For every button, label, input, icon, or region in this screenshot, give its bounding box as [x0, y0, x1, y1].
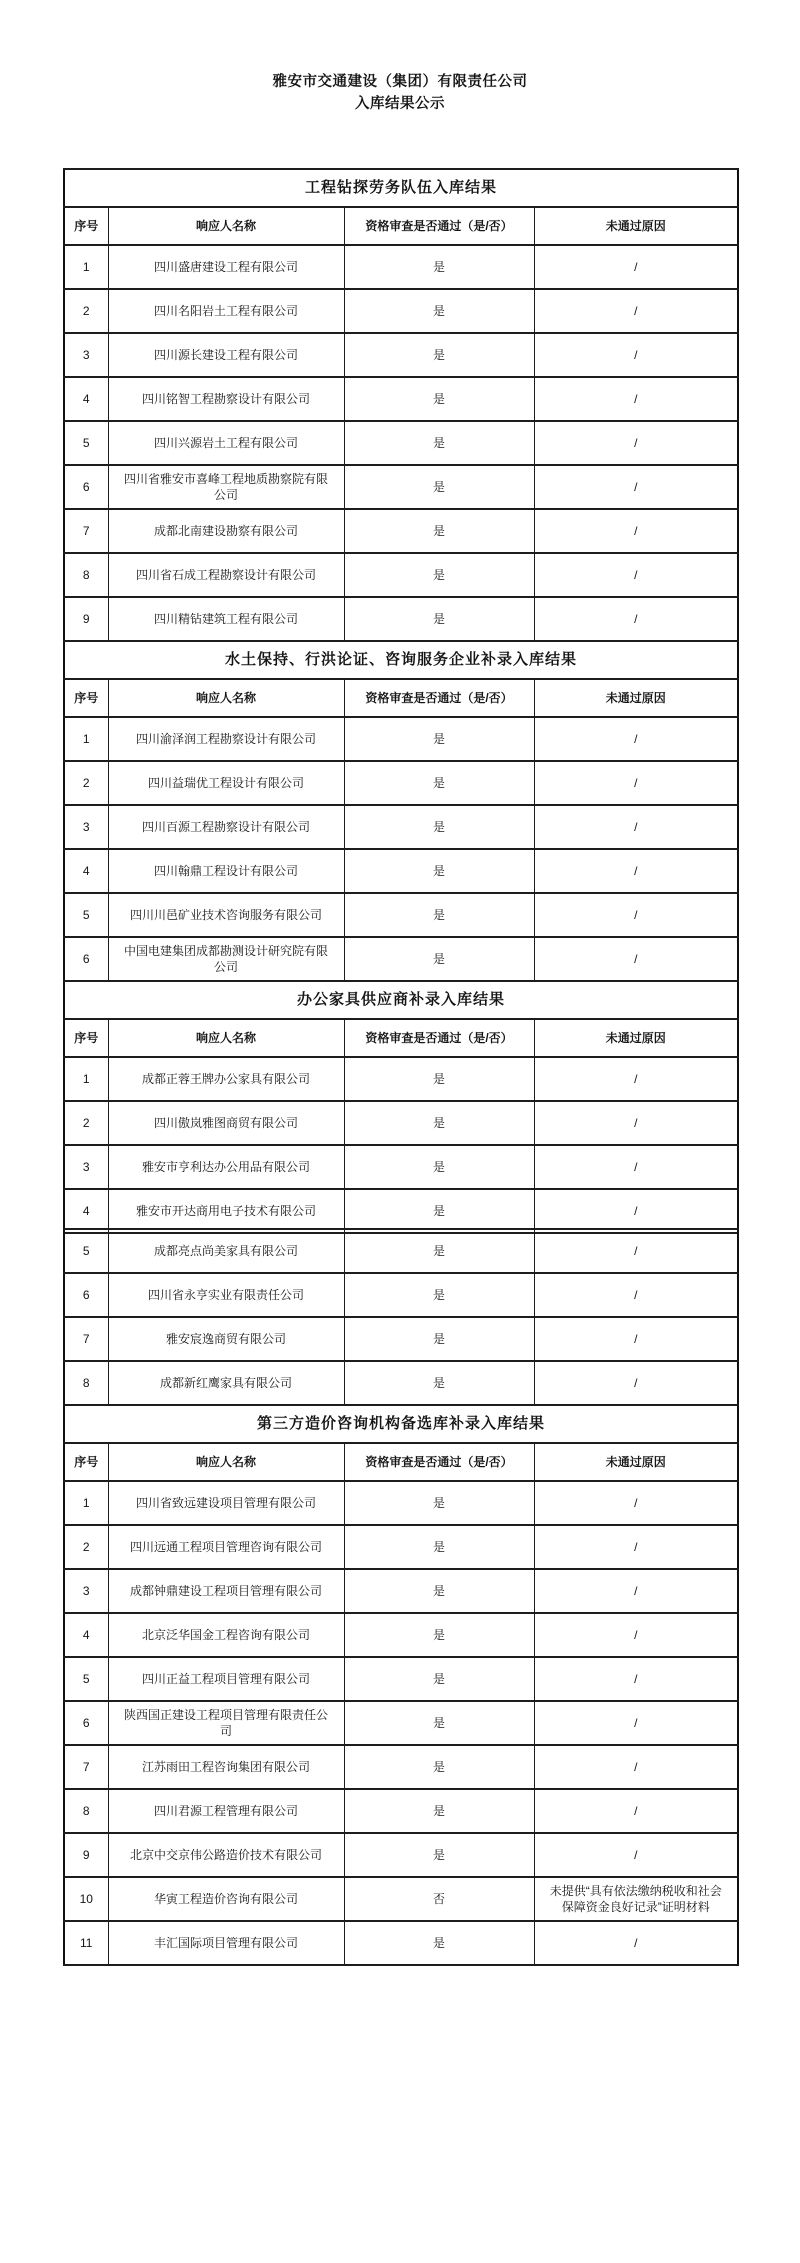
cell-name: 四川渝泽润工程勘察设计有限公司: [108, 717, 344, 761]
cell-name: 华寅工程造价咨询有限公司: [108, 1877, 344, 1921]
cell-seq: 8: [64, 1361, 108, 1405]
cell-seq: 3: [64, 333, 108, 377]
cell-reason: /: [534, 1229, 738, 1273]
table-row: [64, 1701, 738, 1745]
cell-reason: /: [534, 1569, 738, 1613]
cell-pass: 是: [344, 509, 534, 553]
cell-seq: 6: [64, 465, 108, 509]
cell-pass: 是: [344, 1833, 534, 1877]
table-row: [64, 465, 738, 509]
cell-name: 四川精钻建筑工程有限公司: [108, 597, 344, 641]
cell-pass: 是: [344, 1525, 534, 1569]
column-header-pass: 资格审查是否通过（是/否）: [344, 679, 534, 717]
cell-pass: 是: [344, 1145, 534, 1189]
cell-name: 中国电建集团成都勘测设计研究院有限公司: [108, 937, 344, 981]
table-row: [64, 1057, 738, 1101]
cell-pass: 是: [344, 1189, 534, 1233]
cell-seq: 2: [64, 761, 108, 805]
table-row: [64, 717, 738, 761]
cell-seq: 5: [64, 421, 108, 465]
table-row: [64, 849, 738, 893]
column-header-seq: 序号: [64, 679, 108, 717]
cell-pass: 是: [344, 1317, 534, 1361]
cell-name: 四川傲岚雅图商贸有限公司: [108, 1101, 344, 1145]
cell-name: 四川远通工程项目管理咨询有限公司: [108, 1525, 344, 1569]
section-header-row: [64, 981, 738, 1019]
cell-seq: 5: [64, 893, 108, 937]
column-header-row: [64, 207, 738, 245]
cell-reason: /: [534, 937, 738, 981]
cell-name: 丰汇国际项目管理有限公司: [108, 1921, 344, 1965]
cell-seq: 5: [64, 1229, 108, 1273]
column-header-reason: 未通过原因: [534, 207, 738, 245]
cell-seq: 7: [64, 509, 108, 553]
table-row: [64, 509, 738, 553]
cell-seq: 6: [64, 937, 108, 981]
cell-pass: 是: [344, 937, 534, 981]
cell-pass: 是: [344, 333, 534, 377]
cell-reason: /: [534, 1057, 738, 1101]
cell-name: 四川省石成工程勘察设计有限公司: [108, 553, 344, 597]
table-row: [64, 805, 738, 849]
cell-name: 雅安市开达商用电子技术有限公司: [108, 1189, 344, 1233]
cell-name: 四川省雅安市喜峰工程地质勘察院有限公司: [108, 465, 344, 509]
cell-name: 雅安宸逸商贸有限公司: [108, 1317, 344, 1361]
column-header-row: [64, 679, 738, 717]
table-row: [64, 597, 738, 641]
cell-seq: 5: [64, 1657, 108, 1701]
cell-pass: 是: [344, 1613, 534, 1657]
cell-seq: 2: [64, 1525, 108, 1569]
cell-seq: 2: [64, 1101, 108, 1145]
cell-name: 四川君源工程管理有限公司: [108, 1789, 344, 1833]
section-header-row: [64, 1405, 738, 1443]
cell-pass: 是: [344, 893, 534, 937]
column-header-row: [64, 1443, 738, 1481]
section-title: 第三方造价咨询机构备选库补录入库结果: [64, 1405, 738, 1443]
cell-pass: 是: [344, 1657, 534, 1701]
cell-seq: 3: [64, 1145, 108, 1189]
cell-name: 成都亮点尚美家具有限公司: [108, 1229, 344, 1273]
cell-pass: 是: [344, 1273, 534, 1317]
column-header-seq: 序号: [64, 1019, 108, 1057]
cell-name: 四川名阳岩土工程有限公司: [108, 289, 344, 333]
cell-name: 四川源长建设工程有限公司: [108, 333, 344, 377]
cell-reason: 未提供“具有依法缴纳税收和社会保障资金良好记录”证明材料: [534, 1877, 738, 1921]
cell-pass: 是: [344, 1745, 534, 1789]
cell-reason: /: [534, 245, 738, 289]
table-row: [64, 1273, 738, 1317]
section-title: 水土保持、行洪论证、咨询服务企业补录入库结果: [64, 641, 738, 679]
cell-seq: 4: [64, 849, 108, 893]
table-row: [64, 937, 738, 981]
cell-pass: 是: [344, 1789, 534, 1833]
cell-pass: 是: [344, 553, 534, 597]
document-title: [0, 71, 800, 116]
column-header-seq: 序号: [64, 207, 108, 245]
cell-name: 北京泛华国金工程咨询有限公司: [108, 1613, 344, 1657]
cell-pass: 是: [344, 1569, 534, 1613]
table-row: [64, 1877, 738, 1921]
table-row: [64, 761, 738, 805]
table-row: [64, 553, 738, 597]
cell-reason: /: [534, 289, 738, 333]
cell-name: 四川翰鼎工程设计有限公司: [108, 849, 344, 893]
cell-reason: /: [534, 849, 738, 893]
cell-name: 四川省永亨实业有限责任公司: [108, 1273, 344, 1317]
table-row: [64, 1361, 738, 1405]
cell-reason: /: [534, 1361, 738, 1405]
cell-reason: /: [534, 421, 738, 465]
document-title-line2: 入库结果公示: [355, 96, 445, 113]
cell-reason: /: [534, 1481, 738, 1525]
cell-reason: /: [534, 465, 738, 509]
section-header-row: [64, 169, 738, 207]
cell-name: 四川正益工程项目管理有限公司: [108, 1657, 344, 1701]
cell-seq: 3: [64, 1569, 108, 1613]
cell-seq: 9: [64, 597, 108, 641]
table-row: [64, 1613, 738, 1657]
table-row: [64, 1789, 738, 1833]
cell-reason: /: [534, 1789, 738, 1833]
cell-seq: 2: [64, 289, 108, 333]
cell-pass: 是: [344, 597, 534, 641]
table-row: [64, 1317, 738, 1361]
cell-name: 成都新红鹰家具有限公司: [108, 1361, 344, 1405]
cell-name: 四川铭智工程勘察设计有限公司: [108, 377, 344, 421]
cell-pass: 是: [344, 849, 534, 893]
section-title: 办公家具供应商补录入库结果: [64, 981, 738, 1019]
table-row: [64, 1833, 738, 1877]
column-header-reason: 未通过原因: [534, 1019, 738, 1057]
section-title: 工程钻探劳务队伍入库结果: [64, 169, 738, 207]
cell-pass: 是: [344, 1057, 534, 1101]
column-header-pass: 资格审查是否通过（是/否）: [344, 1019, 534, 1057]
cell-seq: 11: [64, 1921, 108, 1965]
table-row: [64, 1745, 738, 1789]
cell-name: 陕西国正建设工程项目管理有限责任公司: [108, 1701, 344, 1745]
table-row: [64, 333, 738, 377]
cell-seq: 1: [64, 1481, 108, 1525]
cell-pass: 否: [344, 1877, 534, 1921]
cell-pass: 是: [344, 289, 534, 333]
table-row: [64, 421, 738, 465]
cell-pass: 是: [344, 717, 534, 761]
cell-name: 雅安市亨利达办公用品有限公司: [108, 1145, 344, 1189]
cell-name: 北京中交京伟公路造价技术有限公司: [108, 1833, 344, 1877]
cell-pass: 是: [344, 1361, 534, 1405]
cell-pass: 是: [344, 1229, 534, 1273]
cell-seq: 4: [64, 1613, 108, 1657]
document-title-line1: 雅安市交通建设（集团）有限责任公司: [272, 74, 528, 90]
table-row: [64, 1921, 738, 1965]
cell-seq: 9: [64, 1833, 108, 1877]
cell-seq: 10: [64, 1877, 108, 1921]
table-row: [64, 1189, 738, 1233]
cell-pass: 是: [344, 761, 534, 805]
cell-seq: 7: [64, 1745, 108, 1789]
cell-reason: /: [534, 717, 738, 761]
column-header-name: 响应人名称: [108, 1443, 344, 1481]
cell-reason: /: [534, 1701, 738, 1745]
column-header-name: 响应人名称: [108, 1019, 344, 1057]
table-row: [64, 893, 738, 937]
cell-name: 江苏雨田工程咨询集团有限公司: [108, 1745, 344, 1789]
cell-seq: 6: [64, 1273, 108, 1317]
cell-reason: /: [534, 1101, 738, 1145]
column-header-name: 响应人名称: [108, 679, 344, 717]
cell-seq: 7: [64, 1317, 108, 1361]
cell-pass: 是: [344, 805, 534, 849]
results-table-page-1: [63, 168, 739, 1234]
cell-seq: 4: [64, 1189, 108, 1233]
column-header-reason: 未通过原因: [534, 679, 738, 717]
cell-reason: /: [534, 1657, 738, 1701]
table-row: [64, 1569, 738, 1613]
cell-reason: /: [534, 377, 738, 421]
cell-reason: /: [534, 333, 738, 377]
cell-reason: /: [534, 553, 738, 597]
cell-pass: 是: [344, 245, 534, 289]
results-table-page-2: [63, 1228, 739, 1966]
cell-name: 四川盛唐建设工程有限公司: [108, 245, 344, 289]
cell-pass: 是: [344, 1101, 534, 1145]
table-row: [64, 245, 738, 289]
section-header-row: [64, 641, 738, 679]
column-header-name: 响应人名称: [108, 207, 344, 245]
cell-reason: /: [534, 761, 738, 805]
cell-reason: /: [534, 1525, 738, 1569]
cell-reason: /: [534, 1833, 738, 1877]
table-row: [64, 1481, 738, 1525]
cell-reason: /: [534, 893, 738, 937]
cell-reason: /: [534, 1189, 738, 1233]
cell-seq: 8: [64, 553, 108, 597]
cell-seq: 6: [64, 1701, 108, 1745]
table-row: [64, 1229, 738, 1273]
table-row: [64, 289, 738, 333]
cell-reason: /: [534, 1745, 738, 1789]
cell-name: 成都北南建设勘察有限公司: [108, 509, 344, 553]
cell-reason: /: [534, 1613, 738, 1657]
cell-seq: 4: [64, 377, 108, 421]
cell-name: 四川百源工程勘察设计有限公司: [108, 805, 344, 849]
cell-reason: /: [534, 597, 738, 641]
cell-name: 四川省致远建设项目管理有限公司: [108, 1481, 344, 1525]
table-row: [64, 1101, 738, 1145]
cell-pass: 是: [344, 1481, 534, 1525]
cell-reason: /: [534, 1273, 738, 1317]
cell-seq: 1: [64, 245, 108, 289]
cell-name: 四川兴源岩土工程有限公司: [108, 421, 344, 465]
cell-name: 成都正蓉王牌办公家具有限公司: [108, 1057, 344, 1101]
cell-pass: 是: [344, 1921, 534, 1965]
column-header-pass: 资格审查是否通过（是/否）: [344, 207, 534, 245]
cell-name: 成都钟鼎建设工程项目管理有限公司: [108, 1569, 344, 1613]
column-header-row: [64, 1019, 738, 1057]
table-row: [64, 1657, 738, 1701]
table-row: [64, 1525, 738, 1569]
column-header-reason: 未通过原因: [534, 1443, 738, 1481]
table-row: [64, 1145, 738, 1189]
cell-pass: 是: [344, 421, 534, 465]
cell-seq: 3: [64, 805, 108, 849]
cell-reason: /: [534, 1317, 738, 1361]
cell-pass: 是: [344, 1701, 534, 1745]
cell-pass: 是: [344, 465, 534, 509]
cell-name: 四川川邑矿业技术咨询服务有限公司: [108, 893, 344, 937]
cell-seq: 1: [64, 1057, 108, 1101]
cell-reason: /: [534, 1921, 738, 1965]
cell-reason: /: [534, 509, 738, 553]
cell-reason: /: [534, 1145, 738, 1189]
column-header-seq: 序号: [64, 1443, 108, 1481]
cell-reason: /: [534, 805, 738, 849]
column-header-pass: 资格审查是否通过（是/否）: [344, 1443, 534, 1481]
cell-name: 四川益瑞优工程设计有限公司: [108, 761, 344, 805]
table-row: [64, 377, 738, 421]
cell-pass: 是: [344, 377, 534, 421]
cell-seq: 8: [64, 1789, 108, 1833]
cell-seq: 1: [64, 717, 108, 761]
